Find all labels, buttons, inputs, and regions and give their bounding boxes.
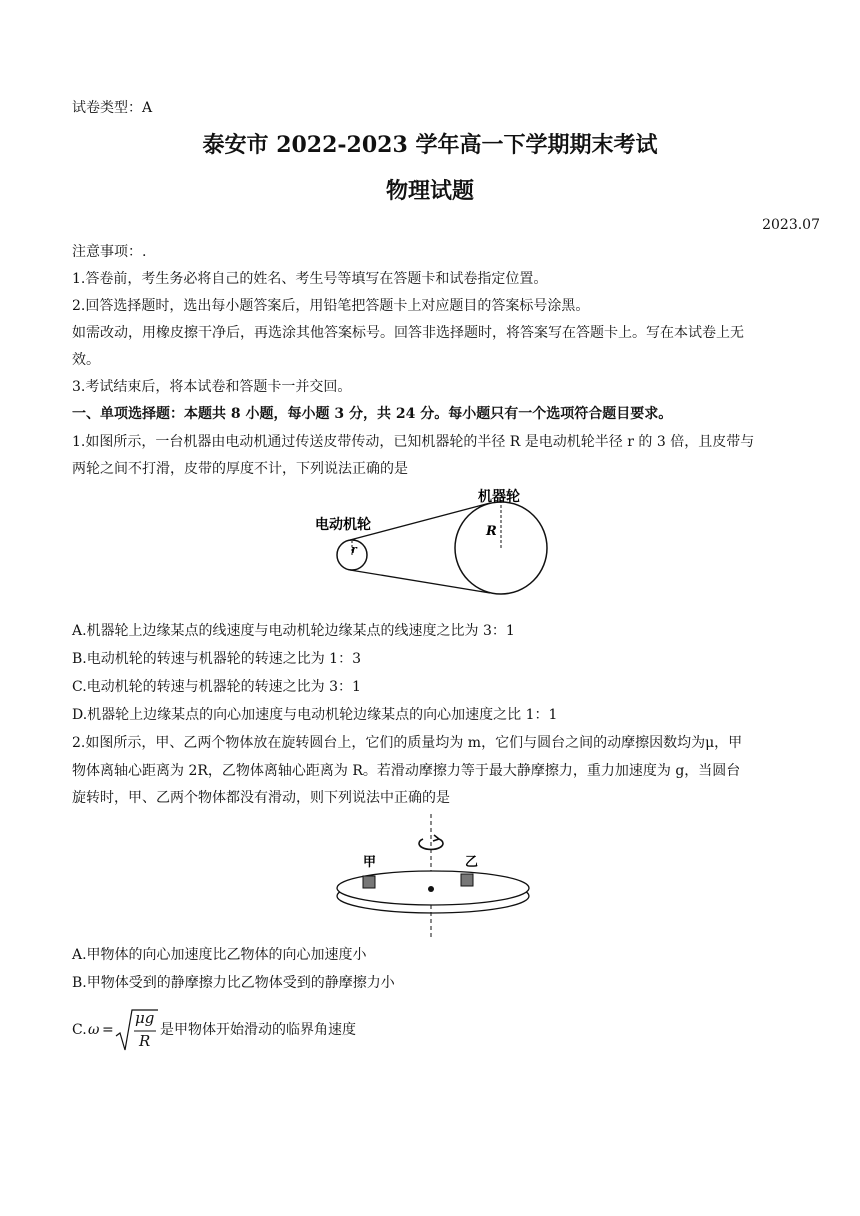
q2-stem: 2.如图所示，甲、乙两个物体放在旋转圆台上，它们的质量均为 m，它们与圆台之间的动摩擦因数均为μ，甲: [72, 735, 743, 751]
notes-item: 2.回答选择题时，选出每小题答案后，用铅笔把答题卡上对应题目的答案标号涂黑。: [72, 298, 590, 314]
label-yi: 乙: [465, 855, 479, 870]
label-motor-wheel: 电动机轮: [315, 517, 371, 533]
platform-center: [428, 886, 434, 892]
label-r: r: [351, 543, 357, 556]
q1-stem: 两轮之间不打滑，皮带的厚度不计，下列说法正确的是: [72, 461, 408, 477]
notes-item: 效。: [72, 352, 100, 368]
section-heading: 一、单项选择题：本题共 8 小题，每小题 3 分，共 24 分。每小题只有一个选项符合题目要求。: [72, 406, 673, 422]
q2-stem: 旋转时，甲、乙两个物体都没有滑动，则下列说法中正确的是: [72, 790, 450, 806]
belt-upper: [350, 503, 490, 540]
q1-option-b: B.电动机轮的转速与机器轮的转速之比为 1：3: [72, 651, 362, 667]
q1-stem: 1.如图所示，一台机器由电动机通过传送皮带传动，已知机器轮的半径 R 是电动机轮半径 r 的 3 倍，且皮带与: [72, 434, 755, 450]
q2-stem: 物体离轴心距离为 2R，乙物体离轴心距离为 R。若滑动摩擦力等于最大静摩擦力，重力加速度为 g，当圆台: [72, 763, 741, 779]
page-subtitle: 物理试题: [385, 178, 474, 204]
fraction-denominator: R: [139, 1032, 151, 1050]
belt-drive-figure: [300, 485, 560, 610]
rotating-platform-figure: [325, 812, 545, 942]
notes-item: 1.答卷前，考生务必将自己的姓名、考生号等填写在答题卡和试卷指定位置。: [72, 271, 548, 287]
q2-option-a: A.甲物体的向心加速度比乙物体的向心加速度小: [72, 947, 367, 963]
q2-option-c: [72, 1008, 492, 1058]
paper-type: 试卷类型：A: [72, 100, 153, 116]
q2-option-c-prefix: C.: [72, 1022, 87, 1038]
q2-option-b: B.甲物体受到的静摩擦力比乙物体受到的静摩擦力小: [72, 975, 395, 991]
omega-symbol: ω: [88, 1022, 100, 1038]
equals-sign: =: [102, 1022, 114, 1038]
fraction-numerator: μg: [135, 1009, 155, 1027]
object-jia: [363, 876, 375, 888]
q1-option-d: D.机器轮上边缘某点的向心加速度与电动机轮边缘某点的向心加速度之比 1：1: [72, 707, 558, 723]
label-R: R: [486, 524, 497, 539]
page-title: 泰安市 2022-2023 学年高一下学期期末考试: [202, 132, 658, 158]
notes-item: 3.考试结束后，将本试卷和答题卡一并交回。: [72, 379, 352, 395]
label-machine-wheel: 机器轮: [478, 489, 520, 505]
notes-item: 如需改动，用橡皮擦干净后，再选涂其他答案标号。回答非选择题时，将答案写在答题卡上。写在本试卷上无: [72, 325, 744, 341]
q1-option-a: A.机器轮上边缘某点的线速度与电动机轮边缘某点的线速度之比为 3：1: [72, 623, 515, 639]
q1-option-c: C.电动机轮的转速与机器轮的转速之比为 3：1: [72, 679, 361, 695]
q2-option-c-text: 是甲物体开始滑动的临界角速度: [160, 1022, 356, 1038]
notes-heading: 注意事项：.: [72, 244, 147, 260]
label-jia: 甲: [363, 855, 377, 870]
object-yi: [461, 874, 473, 886]
exam-date: 2023.07: [762, 217, 820, 233]
